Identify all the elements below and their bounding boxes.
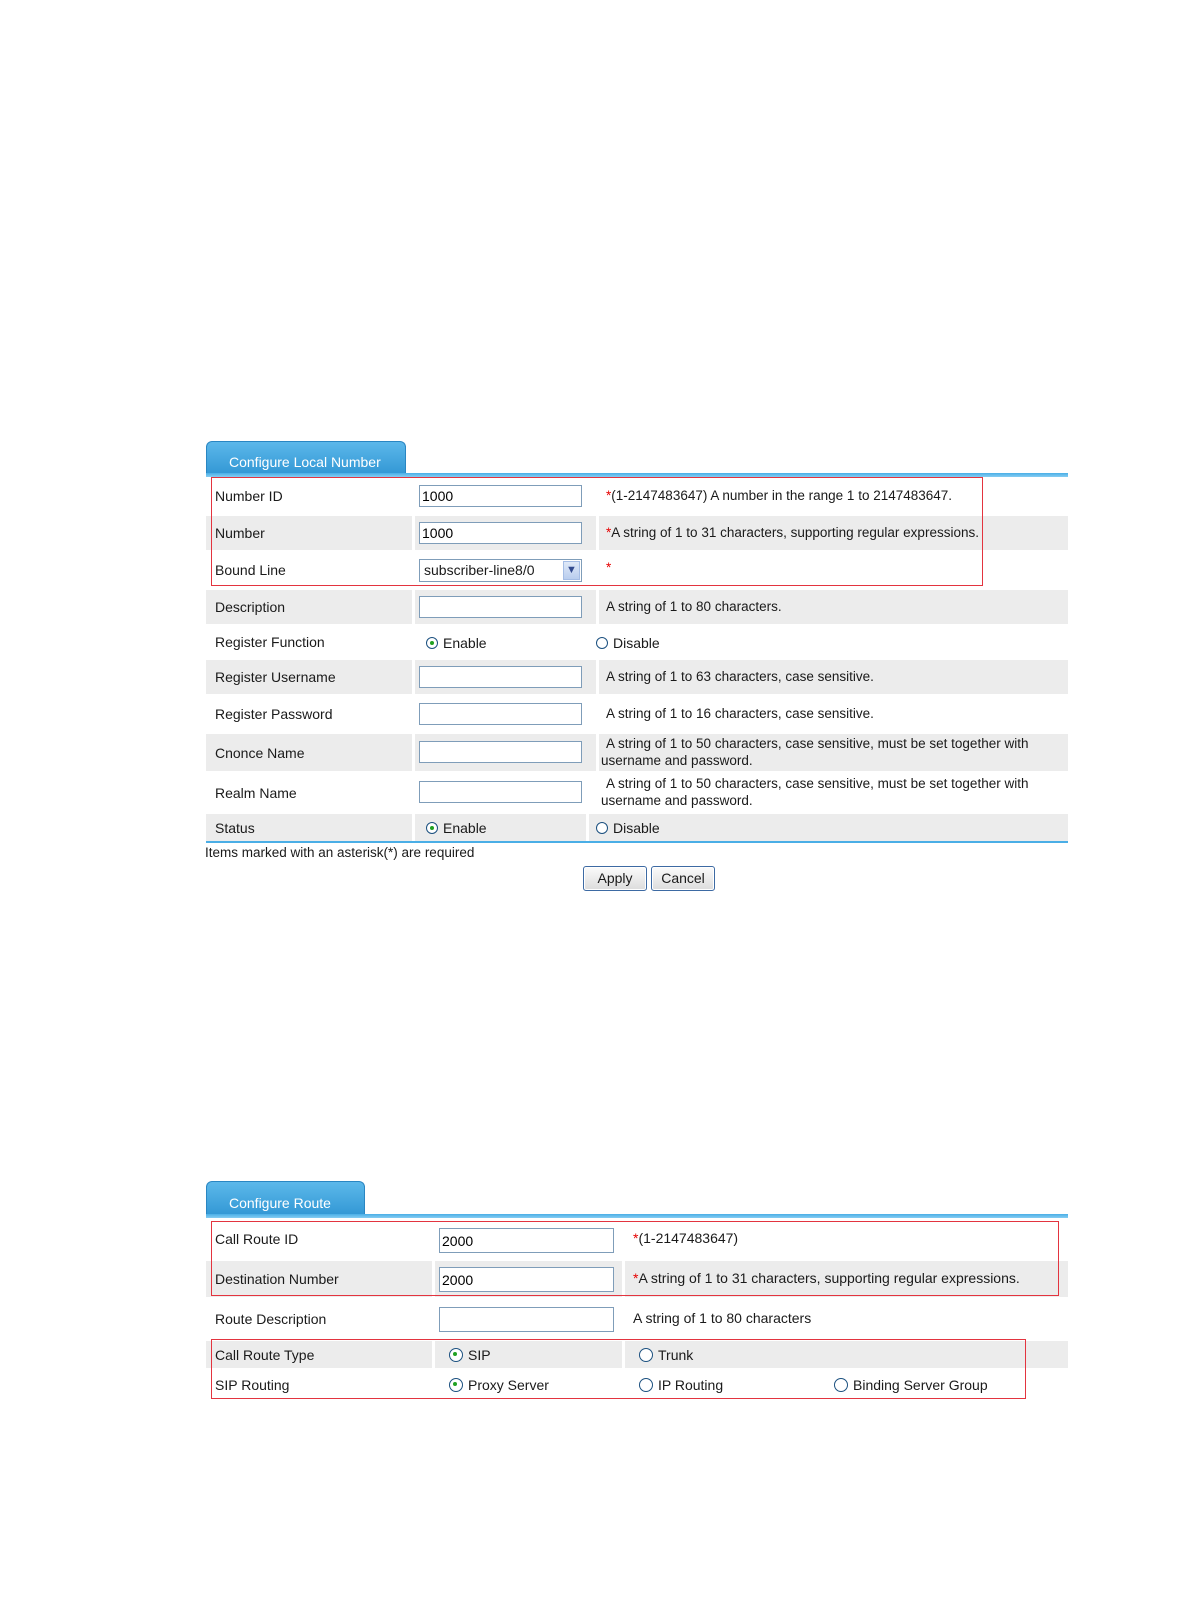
row-register-function — [206, 627, 1068, 657]
cnonce-name-hint: A string of 1 to 50 characters, case sensitive, must be set together with username and password. — [601, 736, 1029, 768]
register-password-input[interactable] — [419, 703, 582, 725]
tab-configure-route[interactable] — [206, 1181, 365, 1218]
configure-route-panel — [206, 1181, 1068, 1411]
register-username-hint: A string of 1 to 63 characters, case sensitive. — [606, 669, 874, 684]
cnonce-name-label: Cnonce Name — [215, 744, 305, 761]
radio-checked-icon — [426, 637, 438, 649]
route-description-hint: A string of 1 to 80 characters — [633, 1310, 812, 1326]
required-asterisk: * — [606, 525, 612, 540]
realm-name-label: Realm Name — [215, 784, 297, 801]
chevron-down-icon[interactable]: ▼ — [563, 561, 580, 580]
number-id-label: Number ID — [215, 488, 283, 504]
tab-title: Configure Route — [229, 1195, 331, 1211]
row-status — [206, 814, 1068, 841]
register-function-label: Register Function — [215, 634, 325, 650]
bound-line-label: Bound Line — [215, 562, 286, 578]
call-route-type-trunk-radio[interactable]: Trunk — [639, 1347, 693, 1363]
register-username-label: Register Username — [215, 669, 336, 685]
row-register-password — [206, 697, 1068, 731]
description-label: Description — [215, 599, 286, 615]
row-description — [206, 590, 1068, 624]
tab-configure-local-number[interactable] — [206, 441, 406, 477]
register-password-label: Register Password — [215, 706, 333, 722]
register-username-input[interactable] — [419, 666, 582, 688]
tab-title: Configure Local Number — [229, 454, 381, 470]
required-note: Items marked with an asterisk(*) are required — [205, 845, 475, 860]
highlight-box-required-fields — [211, 477, 983, 586]
sip-routing-binding-server-group-radio[interactable]: Binding Server Group — [834, 1377, 988, 1393]
row-route-description — [206, 1301, 1068, 1337]
number-hint: *A string of 1 to 31 characters, supporting regular expressions. — [606, 525, 979, 540]
radio-unchecked-icon — [596, 822, 608, 834]
destination-number-hint: *A string of 1 to 31 characters, supporting regular expressions. — [633, 1270, 1020, 1286]
call-route-id-hint: *(1-2147483647) — [633, 1230, 739, 1246]
footer-divider — [206, 841, 1068, 843]
route-description-input[interactable] — [439, 1307, 614, 1332]
realm-name-input[interactable] — [419, 781, 582, 803]
realm-name-hint: A string of 1 to 50 characters, case sensitive, must be set together with username and password. — [601, 776, 1029, 808]
sip-routing-ip-routing-radio[interactable]: IP Routing — [639, 1377, 723, 1393]
highlight-box-routing-type — [211, 1339, 1026, 1399]
cancel-button[interactable]: Cancel — [651, 866, 715, 891]
configure-local-number-panel — [206, 441, 1068, 901]
call-route-type-sip-radio[interactable]: SIP — [449, 1347, 491, 1363]
status-label: Status — [215, 819, 255, 836]
row-cnonce-name — [206, 734, 1068, 771]
route-description-label: Route Description — [215, 1311, 327, 1327]
sip-routing-label: SIP Routing — [215, 1377, 290, 1393]
row-register-username — [206, 660, 1068, 694]
register-function-disable-radio[interactable]: Disable — [596, 635, 660, 651]
cnonce-name-input[interactable] — [419, 741, 582, 763]
required-asterisk: * — [633, 1270, 639, 1286]
status-disable-radio[interactable]: Disable — [596, 820, 660, 836]
row-realm-name — [206, 774, 1068, 811]
register-function-enable-radio[interactable]: Enable — [426, 635, 487, 651]
required-asterisk: * — [633, 1230, 639, 1246]
radio-checked-icon — [426, 822, 438, 834]
call-route-type-label: Call Route Type — [215, 1346, 315, 1363]
status-enable-radio[interactable]: Enable — [426, 820, 487, 836]
bound-line-required: * — [606, 560, 612, 575]
required-asterisk: * — [606, 488, 612, 503]
description-input[interactable] — [419, 596, 582, 618]
number-id-hint: *(1-2147483647) A number in the range 1 to 2147483647. — [606, 488, 953, 503]
sip-routing-proxy-server-radio[interactable]: Proxy Server — [449, 1377, 549, 1393]
call-route-id-label: Call Route ID — [215, 1231, 299, 1247]
bound-line-value: subscriber-line8/0 — [424, 562, 535, 578]
description-hint: A string of 1 to 80 characters. — [606, 599, 782, 614]
apply-button[interactable]: Apply — [583, 866, 647, 891]
tab-underline — [206, 1214, 1068, 1218]
register-password-hint: A string of 1 to 16 characters, case sensitive. — [606, 706, 874, 721]
highlight-box-route-required — [211, 1221, 1059, 1296]
destination-number-label: Destination Number — [215, 1271, 339, 1287]
radio-unchecked-icon — [596, 637, 608, 649]
number-label: Number — [215, 525, 265, 541]
